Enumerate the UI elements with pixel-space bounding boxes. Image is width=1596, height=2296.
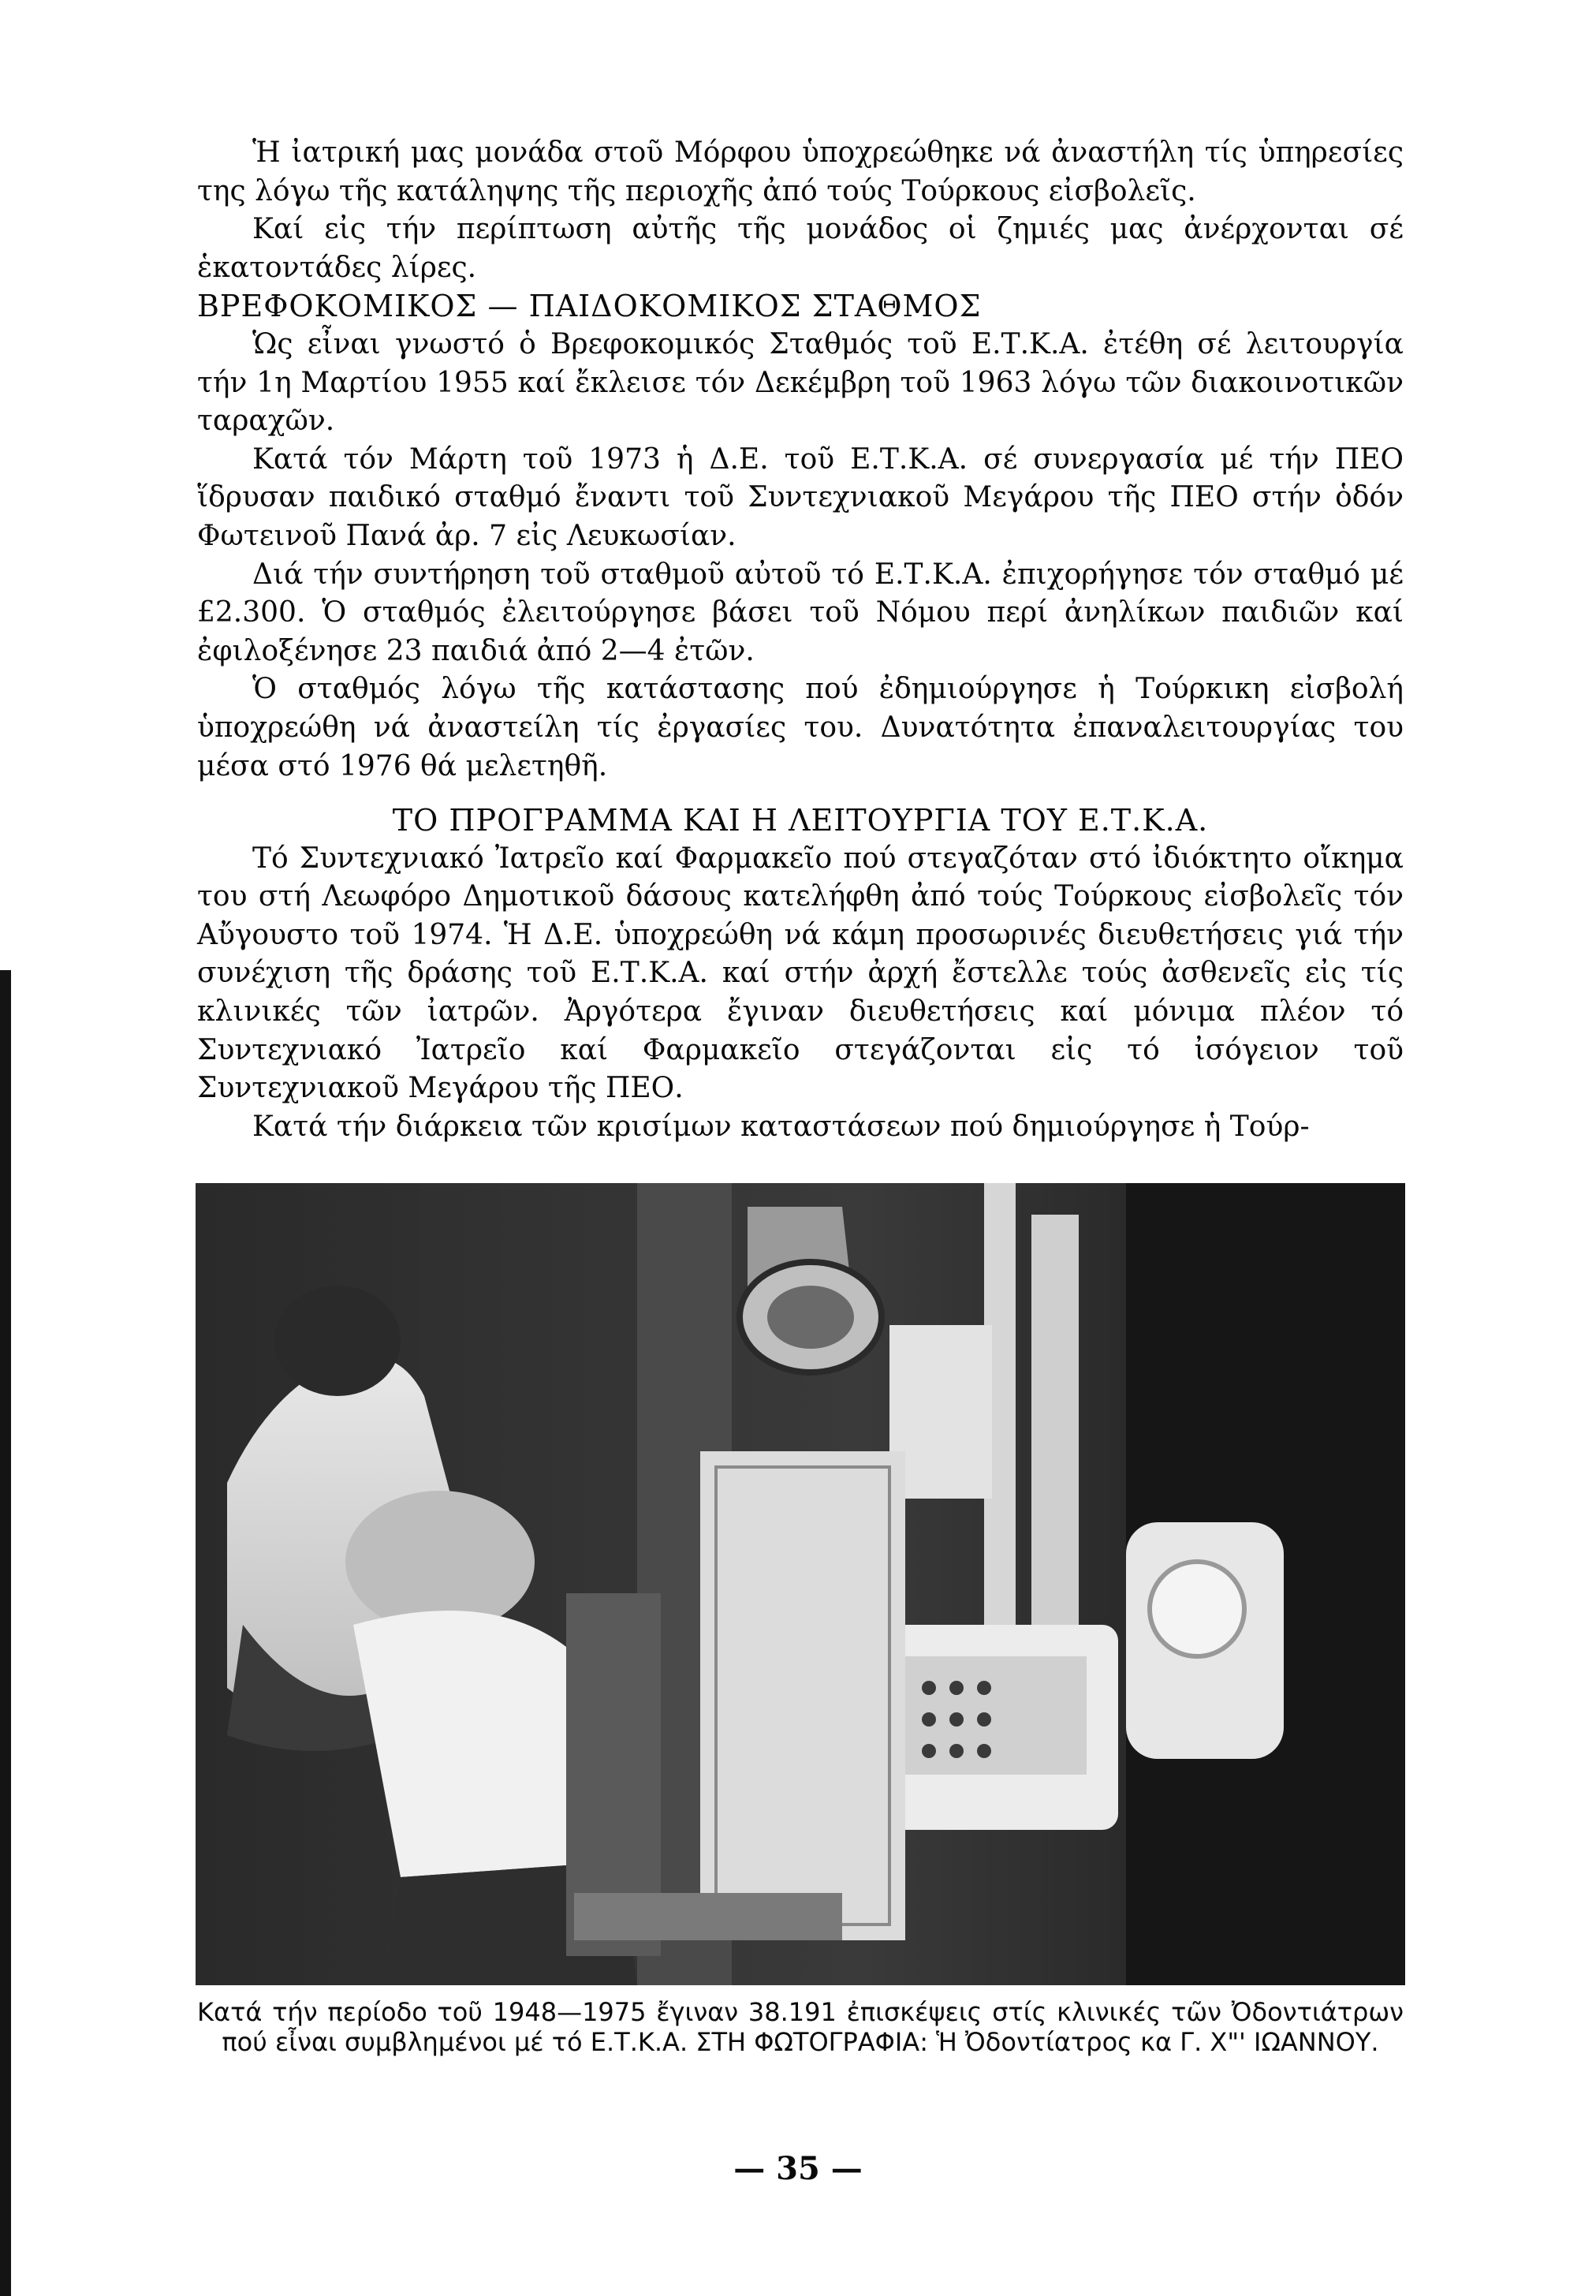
paragraph: Καί εἰς τήν περίπτωση αὐτῆς τῆς μονάδος οἱ ζημιές μας ἀνέρχονται σέ ἑκατοντάδες λίρες.	[197, 213, 1404, 284]
binding-edge	[0, 970, 11, 2296]
section-heading: ΤΟ ΠΡΟΓΡΑΜΜΑ ΚΑΙ Η ΛΕΙΤΟΥΡΓΙΑ ΤΟΥ Ε.Τ.Κ.Α.	[392, 803, 1209, 838]
paragraph: Ὁ σταθμός λόγω τῆς κατάστασης πού ἐδημιούργησε ἡ Τούρκικη εἰσβολή ὑποχρεώθη νά ἀναστείλη τίς ἐργασίες του. Δυνατότητα ἐπαναλειτουργίας του μέσα στό 1976 θά μελετηθῆ.	[197, 673, 1404, 782]
section-heading: ΒΡΕΦΟΚΟΜΙΚΟΣ — ΠΑΙΔΟΚΟΜΙΚΟΣ ΣΤΑΘΜΟΣ	[197, 289, 982, 324]
page-number: — 35 —	[733, 2150, 863, 2187]
paragraph: Ἡ ἰατρική μας μονάδα στοῦ Μόρφου ὑποχρεώθηκε νά ἀναστήλη τίς ὑπηρεσίες της λόγω τῆς κατάληψης τῆς περιοχῆς ἀπό τούς Τούρκους εἰσβολεῖς.	[197, 136, 1404, 207]
paragraph: Κατά τήν διάρκεια τῶν κρισίμων καταστάσεων πού δημιούργησε ἡ Τούρ-	[252, 1110, 1310, 1143]
paragraph: Ὡς εἶναι γνωστό ὁ Βρεφοκομικός Σταθμός τοῦ Ε.Τ.Κ.Α. ἐτέθη σέ λειτουργία τήν 1η Μαρτίου 1955 καί ἔκλεισε τόν Δεκέμβρη τοῦ 1963 λόγω τῶν διακοινοτικῶν ταραχῶν.	[197, 327, 1404, 438]
photo-caption: Κατά τήν περίοδο τοῦ 1948—1975 ἔγιναν 38.191 ἐπισκέψεις στίς κλινικές τῶν Ὀδοντιάτρων πού εἶναι συμβλημένοι μέ τό Ε.Τ.Κ.Α. ΣΤΗ ΦΩΤΟΓΡΑΦΙΑ: Ἡ Ὀδοντίατρος κα Γ. Χ"' ΙΩΑΝΝΟΥ.	[197, 1997, 1404, 2057]
paragraph: Κατά τόν Μάρτη τοῦ 1973 ἡ Δ.Ε. τοῦ Ε.Τ.Κ.Α. σέ συνεργασία μέ τήν ΠΕΟ ἵδρυσαν παιδικό σταθμό ἔναντι τοῦ Συντεχνιακοῦ Μεγάρου τῆς ΠΕΟ στήν ὁδόν Φωτεινοῦ Πανά ἀρ. 7 εἰς Λευκωσίαν.	[197, 442, 1404, 552]
paragraph: Διά τήν συντήρηση τοῦ σταθμοῦ αὐτοῦ τό Ε.Τ.Κ.Α. ἐπιχορήγησε τόν σταθμό μέ £2.300. Ὁ σταθμός ἐλειτούργησε βάσει τοῦ Νόμου περί ἀνηλίκων παιδιῶν καί ἐφιλοξένησε 23 παιδιά ἀπό 2—4 ἐτῶν.	[197, 558, 1404, 667]
dental-photo	[196, 1183, 1405, 1985]
dental-photo-icon	[196, 1183, 1405, 1985]
paragraph: Τό Συντεχνιακό Ἰατρεῖο καί Φαρμακεῖο πού στεγαζόταν στό ἰδιόκτητο οἴκημα του στή Λεωφόρο Δημοτικοῦ δάσους κατελήφθη ἀπό τούς Τούρκους εἰσβολεῖς τόν Αὔγουστο τοῦ 1974. Ἡ Δ.Ε. ὑποχρεώθη νά κάμη προσωρινές διευθετήσεις γιά τήν συνέχιση τῆς δράσης τοῦ Ε.Τ.Κ.Α. καί στήν ἀρχή ἔστελλε τούς ἀσθενεῖς εἰς τίς κλινικές τῶν ἰατρῶν. Ἀργότερα ἔγιναν διευθετήσεις καί μόνιμα πλέον τό Συντεχνιακό Ἰατρεῖο καί Φαρμακεῖο στεγάζονται εἰς τό ἰσόγειον τοῦ Συντεχνιακοῦ Μεγάρου τῆς ΠΕΟ.	[197, 842, 1404, 1105]
body-text	[197, 134, 1404, 1146]
